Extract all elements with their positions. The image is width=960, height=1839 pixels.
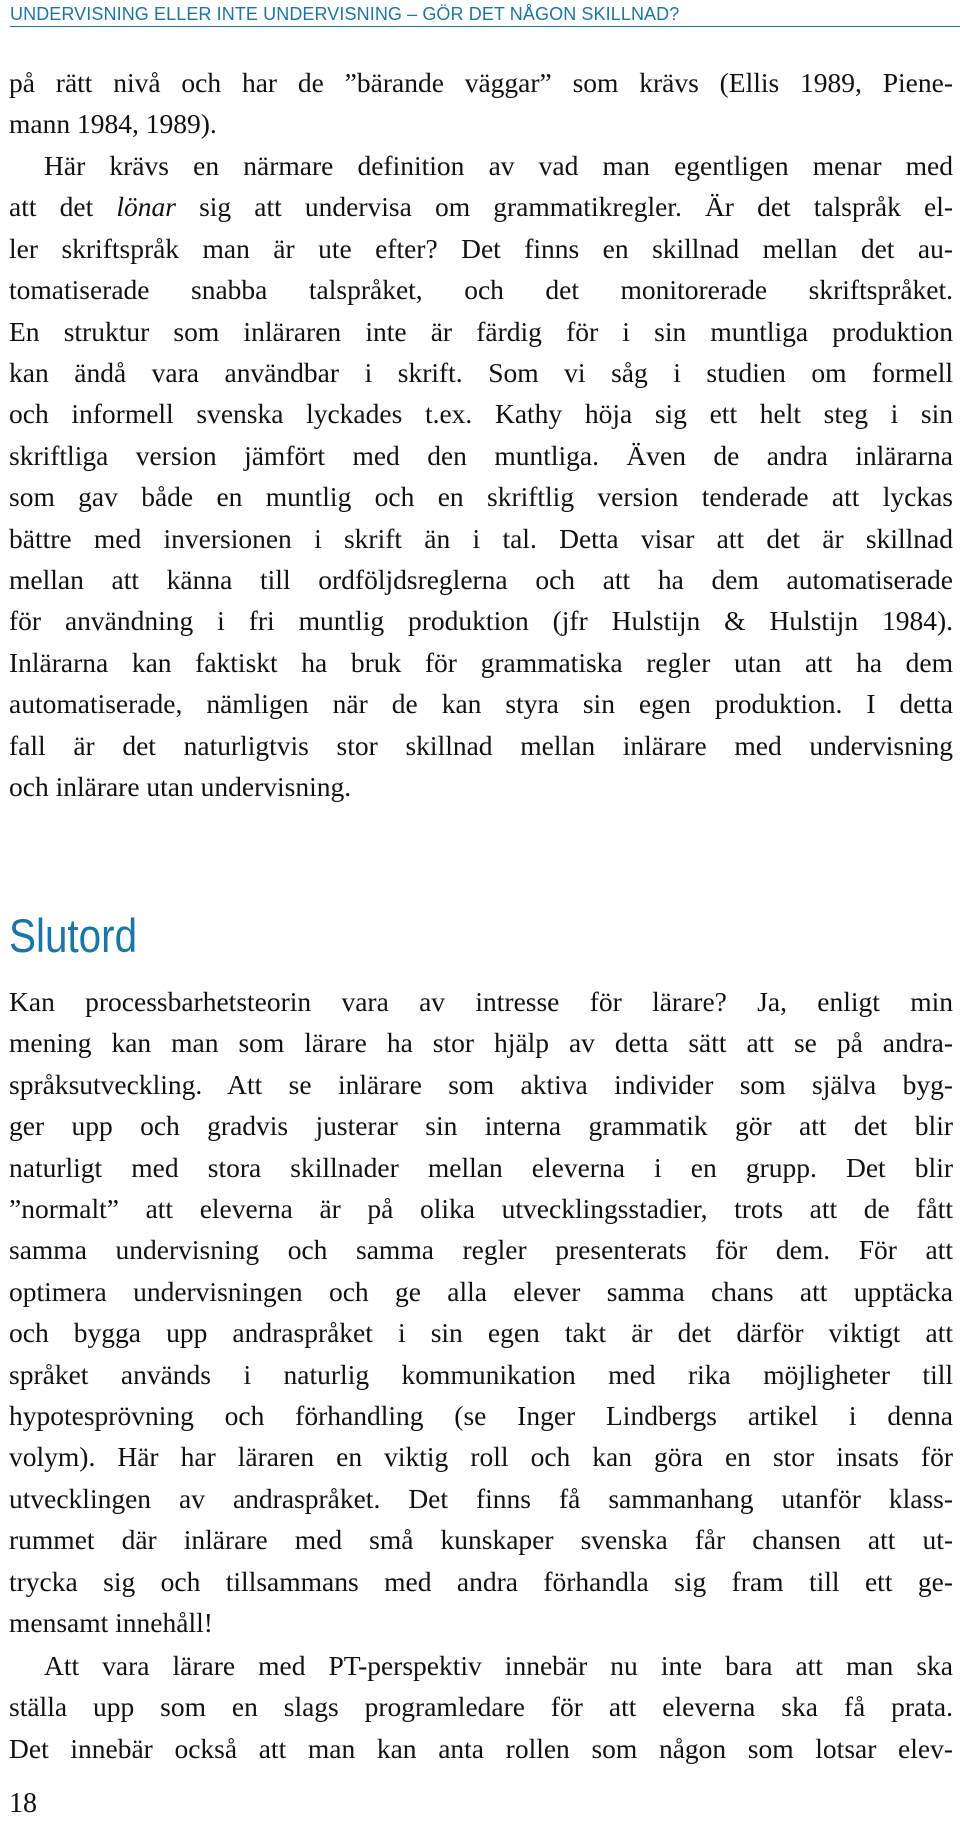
text-line: automatiserade, nämligen när de kan styra sin egen produktion. I detta xyxy=(9,688,953,720)
text-segment: att det xyxy=(9,191,117,223)
text-line: ”normalt” att eleverna är på olika utvecklingsstadier, trots att de fått xyxy=(9,1193,953,1225)
text-line: tomatiserade snabba talspråket, och det monitorerade skriftspråket. xyxy=(9,274,953,306)
text-line: fall är det naturligtvis stor skillnad mellan inlärare med undervisning xyxy=(9,729,953,761)
text-line: och bygga upp andraspråket i sin egen takt är det därför viktigt att xyxy=(9,1317,953,1349)
text-line: Det innebär också att man kan anta rollen som någon som lotsar elev- xyxy=(9,1732,953,1764)
text-line: En struktur som inläraren inte är färdig för i sin muntliga produktion xyxy=(9,315,953,347)
text-line: ställa upp som en slags programledare för att eleverna ska få prata. xyxy=(9,1691,953,1723)
text-segment: sig att undervisa om grammatikregler. Är det talspråk el- xyxy=(175,191,953,223)
text-line: utvecklingen av andraspråket. Det finns få sammanhang utanför klass- xyxy=(9,1482,953,1514)
text-line: på rätt nivå och har de ”bärande väggar” som krävs (Ellis 1989, Piene- xyxy=(9,67,953,98)
text-line: som gav både en muntlig och en skriftlig version tenderade att lyckas xyxy=(9,481,953,513)
text-line: språket används i naturlig kommunikation med rika möjligheter till xyxy=(9,1358,953,1390)
text-line: mensamt innehåll! xyxy=(9,1607,213,1639)
text-line: språksutveckling. Att se inlärare som aktiva individer som själva byg- xyxy=(9,1068,953,1100)
text-line: mann 1984, 1989). xyxy=(9,108,217,140)
text-line: för användning i fri muntlig produktion (jfr Hulstijn & Hulstijn 1984). xyxy=(9,605,953,637)
text-line: rummet där inlärare med små kunskaper svenska får chansen att ut- xyxy=(9,1524,953,1556)
emphasized-word: lönar xyxy=(116,191,176,223)
text-line: bättre med inversionen i skrift än i tal. Detta visar att det är skillnad xyxy=(9,522,953,554)
running-header: UNDERVISNING ELLER INTE UNDERVISNING – GÖR DET NÅGON SKILLNAD? xyxy=(10,4,680,24)
text-line: naturligt med stora skillnader mellan eleverna i en grupp. Det blir xyxy=(9,1151,953,1183)
paragraph-pt-perspective xyxy=(9,1645,953,1769)
text-line: Att vara lärare med PT-perspektiv innebär nu inte bara att man ska xyxy=(44,1650,953,1681)
page-number: 18 xyxy=(9,1788,37,1819)
text-line: Inlärarna kan faktiskt ha bruk för grammatiska regler utan att ha dem xyxy=(9,646,953,678)
section-title: Slutord xyxy=(9,909,138,962)
text-line: volym). Här har läraren en viktig roll och kan göra en stor insats för xyxy=(9,1441,953,1473)
text-line: mellan att känna till ordföljdsreglerna och att ha dem automatiserade xyxy=(9,564,953,596)
text-line-with-emphasis xyxy=(9,186,953,227)
text-line: och inlärare utan undervisning. xyxy=(9,771,352,803)
text-line: Kan processbarhetsteorin vara av intresse för lärare? Ja, enligt min xyxy=(9,986,953,1017)
text-line: hypotesprövning och förhandling (se Inger Lindbergs artikel i denna xyxy=(9,1400,953,1432)
text-line: Här krävs en närmare definition av vad man egentligen menar med xyxy=(44,150,953,181)
text-line: och informell svenska lyckades t.ex. Kathy höja sig ett helt steg i sin xyxy=(9,398,953,430)
paragraph-continuation xyxy=(9,62,953,145)
text-line: samma undervisning och samma regler presenterats för dem. För att xyxy=(9,1234,953,1266)
paragraph-definition xyxy=(9,145,953,808)
text-line: kan ändå vara användbar i skrift. Som vi såg i studien om formell xyxy=(9,357,953,389)
text-line: mening kan man som lärare ha stor hjälp av detta sätt att se på andra- xyxy=(9,1027,953,1059)
text-line: ger upp och gradvis justerar sin interna grammatik gör att det blir xyxy=(9,1110,953,1142)
text-line: ler skriftspråk man är ute efter? Det finns en skillnad mellan det au- xyxy=(9,232,953,264)
text-line: optimera undervisningen och ge alla elever samma chans att upptäcka xyxy=(9,1275,953,1307)
text-line: skriftliga version jämfört med den muntliga. Även de andra inlärarna xyxy=(9,439,953,471)
header-rule xyxy=(10,26,960,27)
paragraph-slutord xyxy=(9,981,953,1644)
text-line: trycka sig och tillsammans med andra förhandla sig fram till ett ge- xyxy=(9,1565,953,1597)
